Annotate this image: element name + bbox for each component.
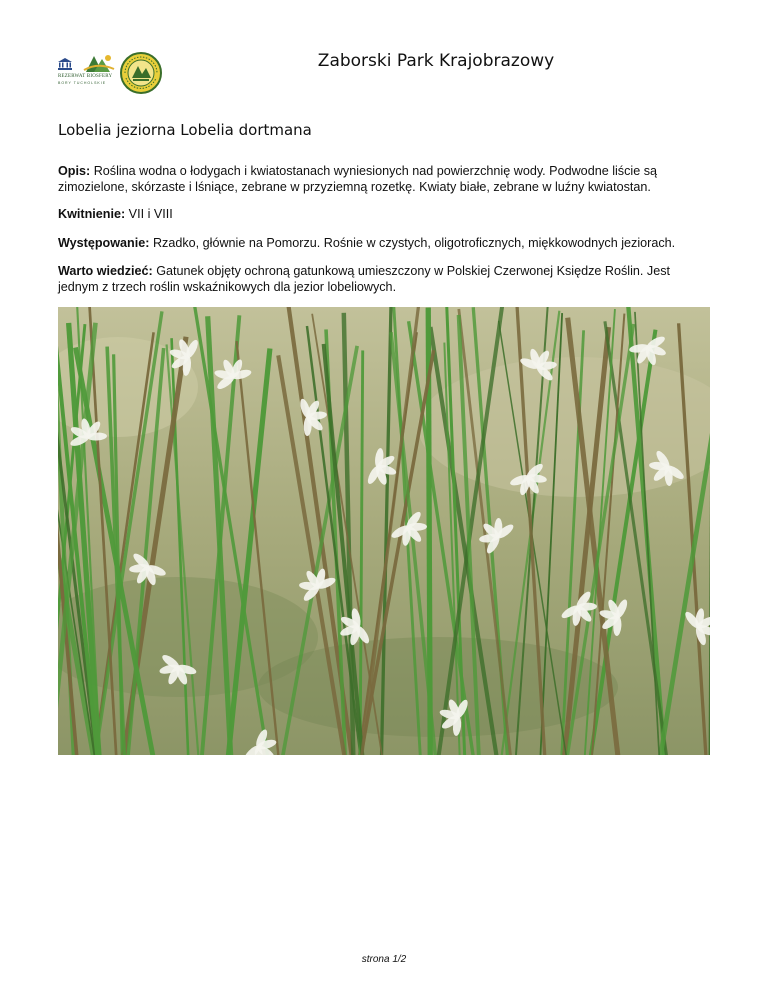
field-occurrence — [58, 235, 708, 251]
biosphere-reserve-label: REZERWAT BIOSFERY — [58, 74, 113, 79]
field-flowering-label: Kwitnienie: — [58, 207, 126, 221]
species-photo — [58, 307, 710, 755]
field-description-label: Opis: — [58, 164, 91, 178]
site-title: Zaborski Park Krajobrazowy — [317, 51, 555, 71]
lobelia-photo-illustration — [58, 307, 710, 755]
field-description-text: Roślina wodna o łodygach i kwiatostanach wyniesionych nad powierzchnię wody. Podwodne liście są zimozielone, skórzaste i lśniące, zebrane w przyziemną rozetkę. Kwiaty białe, zebrane w luźny kwiatostan. — [58, 164, 657, 194]
field-occurrence-text: Rzadko, głównie na Pomorzu. Rośnie w czystych, oligotroficznych, miękkowodnych jeziorach. — [152, 236, 676, 250]
field-description — [58, 163, 708, 195]
field-worth-knowing — [58, 263, 708, 295]
field-flowering — [58, 206, 708, 222]
species-title: Lobelia jeziorna Lobelia dortmana — [58, 121, 312, 139]
field-worth-knowing-label: Warto wiedzieć: — [58, 264, 153, 278]
field-flowering-text: VII i VIII — [128, 207, 173, 221]
page-number: strona 1/2 — [361, 954, 407, 965]
field-worth-knowing-text: Gatunek objęty ochroną gatunkową umieszczony w Polskiej Czerwonej Księdze Roślin. Jest jednym z trzech roślin wskaźnikowych dla jezior lobeliowych. — [58, 264, 671, 294]
field-occurrence-label: Występowanie: — [58, 236, 150, 250]
page-header — [0, 0, 768, 110]
biosphere-reserve-sublabel: BORY TUCHOLSKIE — [58, 81, 107, 85]
